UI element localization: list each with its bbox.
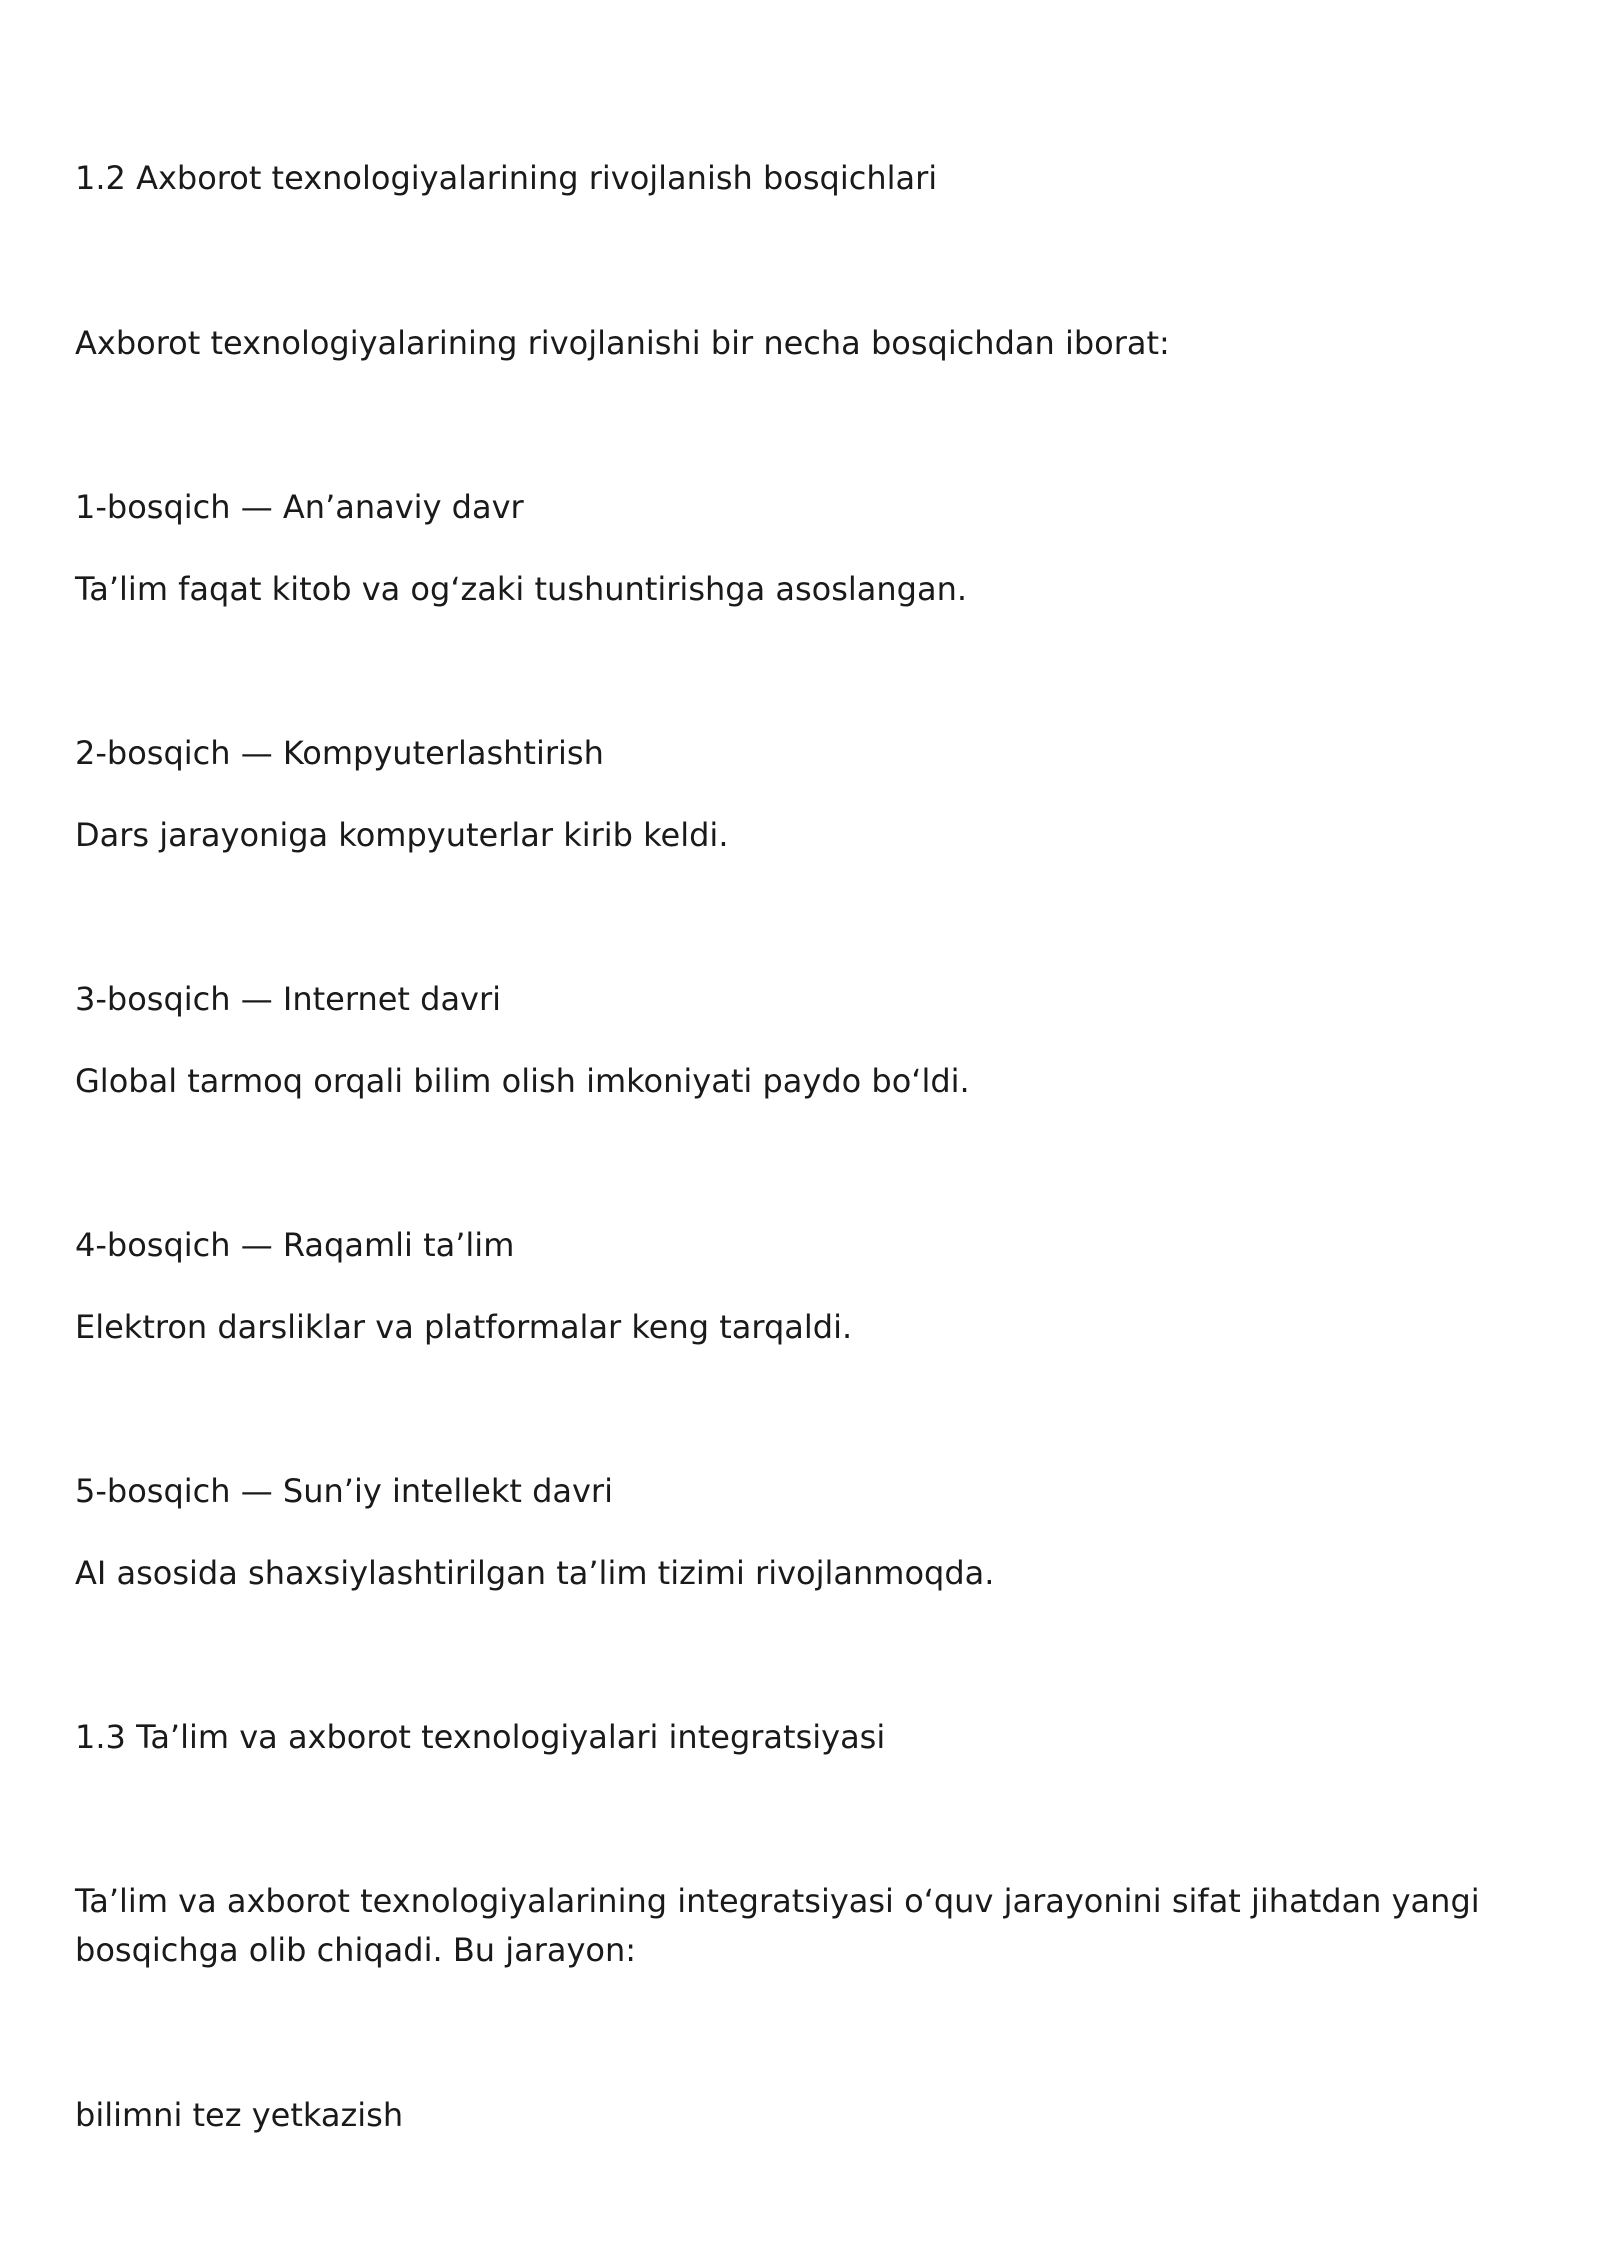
stage-2-text: Dars jarayoniga kompyuterlar kirib keldi. [75, 816, 729, 854]
stage-4-title: 4-bosqich — Raqamli ta’lim [75, 1226, 515, 1264]
stage-5-text: AI asosida shaxsiylashtirilgan ta’lim tizimi rivojlanmoqda. [75, 1554, 995, 1592]
stage-1-title: 1-bosqich — An’anaviy davr [75, 488, 524, 526]
list-item: bilimni tez yetkazish [75, 2096, 404, 2134]
section-heading-1-3: 1.3 Ta’lim va axborot texnologiyalari integratsiyasi [75, 1718, 886, 1756]
integration-paragraph-line-1: Ta’lim va axborot texnologiyalarining integratsiyasi o‘quv jarayonini sifat jihatdan yangi [75, 1882, 1480, 1920]
stage-1-text: Ta’lim faqat kitob va og‘zaki tushuntirishga asoslangan. [75, 570, 968, 608]
integration-paragraph-line-2: bosqichga olib chiqadi. Bu jarayon: [75, 1931, 637, 1969]
stage-3-text: Global tarmoq orqali bilim olish imkoniyati paydo bo‘ldi. [75, 1062, 970, 1100]
stage-4-text: Elektron darsliklar va platformalar keng tarqaldi. [75, 1308, 853, 1346]
stage-3-title: 3-bosqich — Internet davri [75, 980, 502, 1018]
section-heading-1-2: 1.2 Axborot texnologiyalarining rivojlanish bosqichlari [75, 159, 938, 197]
stage-5-title: 5-bosqich — Sun’iy intellekt davri [75, 1472, 613, 1510]
stage-2-title: 2-bosqich — Kompyuterlashtirish [75, 734, 604, 772]
section-intro: Axborot texnologiyalarining rivojlanishi bir necha bosqichdan iborat: [75, 324, 1170, 362]
